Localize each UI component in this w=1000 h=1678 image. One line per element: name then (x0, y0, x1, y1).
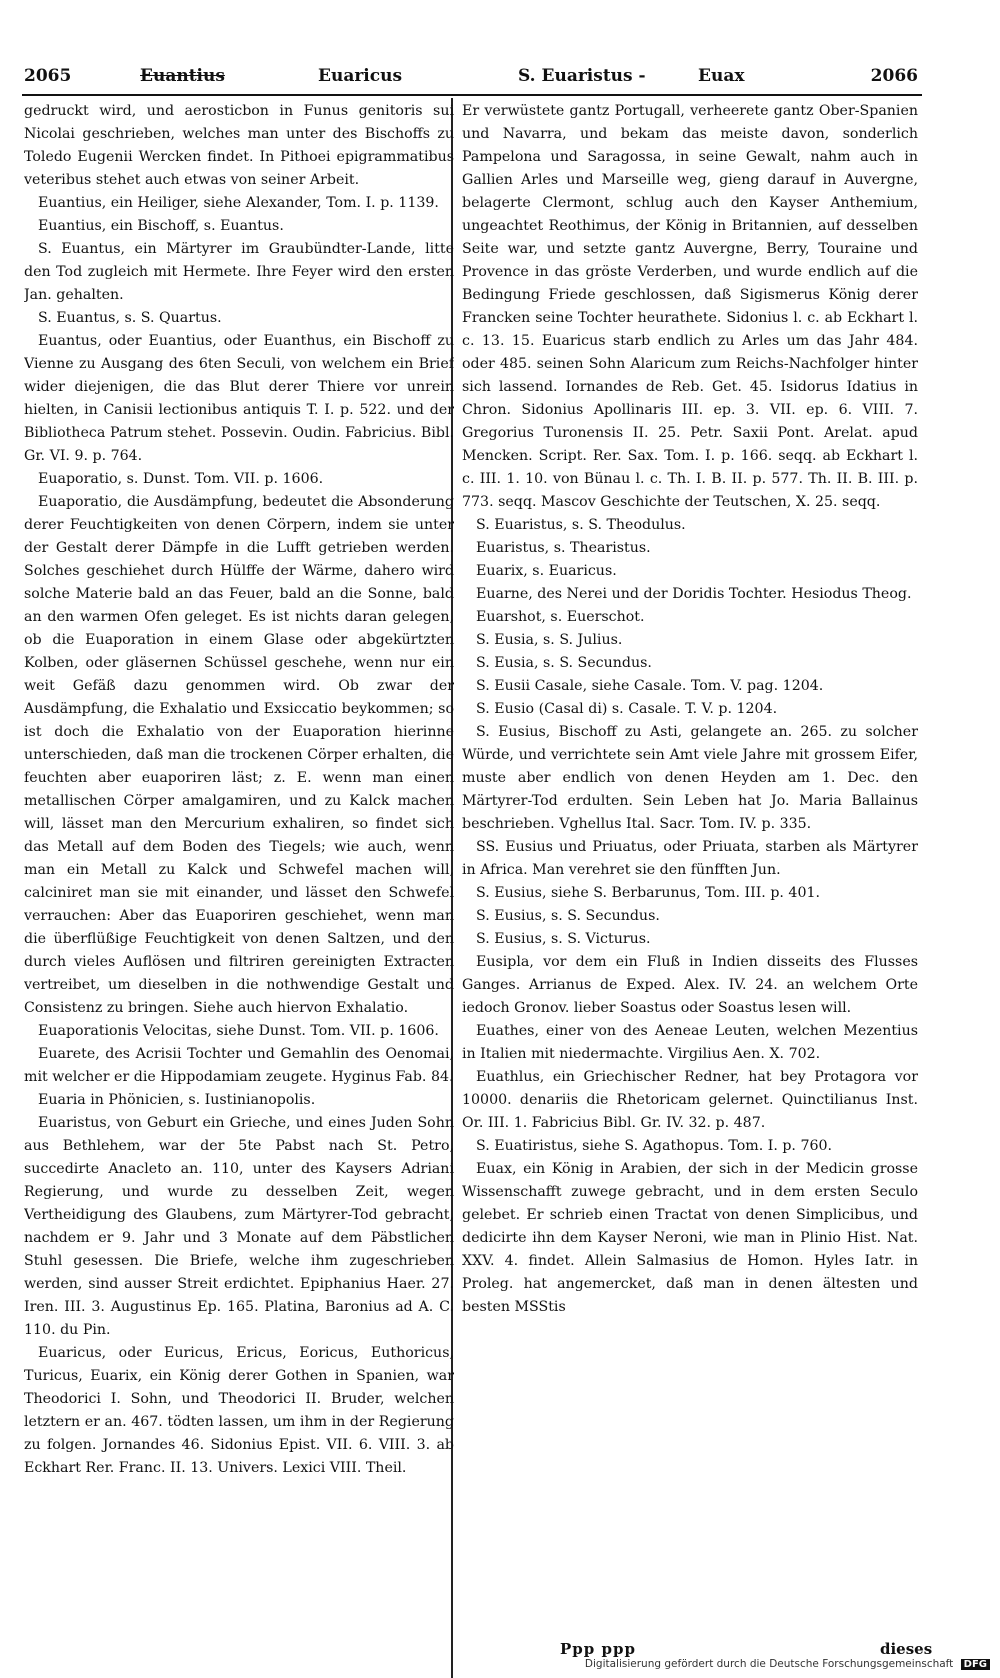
paragraph: S. Eusia, s. S. Julius. (476, 632, 623, 648)
paragraph: Euaristus, s. Thearistus. (476, 540, 651, 556)
page-number-left: 2065 (24, 66, 72, 86)
signature-mark: Ppp ppp (560, 1640, 636, 1658)
footer-text: Digitalisierung gefördert durch die Deutsche Forschungsgemeinschaft (584, 1658, 954, 1670)
paragraph: S. Eusius, Bischoff zu Asti, gelangete an. 265. zu solcher Würde, und verrichtete sein Amt viele Jahre mit grossem Eifer, muste aber endlich von denen Heyden am 1. Dec. den Märtyrer-Tod erdulten. Sein Leben hat Jo. Maria Ballainus beschrieben. Vghellus Ital. Sacr. Tom. IV. p. 335. (462, 724, 918, 832)
left-column (24, 100, 454, 1630)
paragraph: Euathes, einer von des Aeneae Leuten, welchen Mezentius in Italien mit niedermachte. Virgilius Aen. X. 702. (462, 1023, 918, 1062)
paragraph: Euathlus, ein Griechischer Redner, hat bey Protagora vor 10000. denariis die Rhetoricam gelernet. Quinctilianus Inst. Or. III. 1. Fabricius Bibl. Gr. IV. 32. p. 487. (462, 1069, 918, 1131)
header-word-3: S. Euaristus - (518, 66, 646, 86)
paragraph: Euaporatio, die Ausdämpfung, bedeutet die Absonderung derer Feuchtigkeiten von denen Cörpern, indem sie unter der Gestalt derer Dämpfe in die Lufft getrieben werden. Solches geschiehet durch Hülffe der Wärme, dahero wird solche Materie bald an das Feuer, bald an die Sonne, bald an den warmen Ofen geleget. Es ist nichts daran gelegen, ob die Euaporation in einem Glase oder abgekürtzten Kolben, oder gläsernen Schüssel geschehe, wenn nur ein weit Gefäß dazu genommen wird. Ob zwar der Ausdämpfung, die Exhalatio und Exsiccatio beykommen; so ist doch die Exhalatio von der Euaporation hierinne unterschieden, daß man die trockenen Cörper erhalten, die feuchten aber euaporiren läst; z. E. wenn man einen metallischen Cörper amalgamiren, und zu Kalck machen will, lässet man den Mercurium exhaliren, so findet sich das Metall auf dem Boden des Tiegels; wie auch, wenn man ein Metall zu Kalck und Schwefel machen will, calciniret man sie mit einander, und lässet den Schwefel verrauchen: Aber das Euaporiren geschiehet, wenn man die überflüßige Feuchtigkeit von denen Saltzen, und den durch vieles Auflösen und filtriren gereinigten Extracten vertreibet, um dieselben in die nothwendige Gestalt und Consistenz zu bringen. Siehe auch hiervon Exhalatio. (24, 494, 454, 1016)
paragraph: Euax, ein König in Arabien, der sich in der Medicin grosse Wissenschafft zuwege gebracht, und in dem ersten Seculo gelebet. Er schrieb einen Tractat von denen Simplicibus, und dedicirte ihn dem Kayser Neroni, wie man in Plinio Hist. Nat. XXV. 4. findet. Allein Salmasius de Homon. Hyles Iatr. in Proleg. hat angemercket, daß man in denen ältesten und besten MSStis (462, 1161, 918, 1315)
header-word-2: Euaricus (318, 66, 403, 86)
paragraph: Er verwüstete gantz Portugall, verheerete gantz Ober-Spanien und Navarra, und bekam das meiste davon, sonderlich Pampelona und Saragossa, in seine Gewalt, nahm auch in Gallien Arles und Marseille weg, gieng darauf in Auvergne, belagerte Clermont, schlug auch den Kayser Anthemium, ungeachtet Reothimus, der König in Britannien, auf desselben Seite war, und setzte gantz Auvergne, Berry, Touraine und Provence in das gröste Verderben, und wurde endlich auf die Bedingung Friede geschlossen, daß Sigismerus König derer Francken seine Tochter heurathete. Sidonius l. c. ab Eckhart l. c. 13. 15. Euaricus starb endlich zu Arles um das Jahr 484. oder 485. seinen Sohn Alaricum zum Reichs-Nachfolger hinter sich lassend. Iornandes de Reb. Get. 45. Isidorus Idatius in Chron. Sidonius Apollinaris III. ep. 3. VII. ep. 6. VIII. 7. Gregorius Turonensis II. 25. Petr. Saxii Pont. Arelat. apud Mencken. Script. Rer. Sax. Tom. I. p. 166. seqq. ab Eckhart l. c. III. 1. 10. von Bünau l. c. Th. I. B. II. p. 577. Th. II. B. III. p. 773. seqq. Mascov Geschichte der Teutschen, X. 25. seqq. (462, 103, 918, 510)
paragraph: SS. Eusius und Priuatus, oder Priuata, starben als Märtyrer in Africa. Man verehret sie den fünfften Jun. (462, 839, 918, 878)
running-header (18, 60, 918, 94)
paragraph: S. Eusii Casale, siehe Casale. Tom. V. pag. 1204. (476, 678, 824, 694)
paragraph: gedruckt wird, und aerosticbon in Funus genitoris sui Nicolai geschrieben, welches man unter des Bischoffs zu Toledo Eugenii Wercken findet. In Pithoei epigrammatibus veteribus stehet auch etwas von seiner Arbeit. (24, 103, 454, 188)
paragraph: S. Euantus, ein Märtyrer im Graubündter-Lande, litte den Tod zugleich mit Hermete. Ihre Feyer wird den ersten Jan. gehalten. (24, 241, 454, 303)
page-number-right: 2066 (870, 66, 918, 86)
header-rule (22, 94, 922, 96)
paragraph: Euantius, ein Bischoff, s. Euantus. (38, 218, 284, 234)
catchword: dieses (880, 1640, 933, 1658)
paragraph: S. Eusius, s. S. Secundus. (476, 908, 660, 924)
paragraph: Euarshot, s. Euerschot. (476, 609, 645, 625)
paragraph: Euarne, des Nerei und der Doridis Tochter. Hesiodus Theog. (476, 586, 912, 602)
paragraph: S. Euaristus, s. S. Theodulus. (476, 517, 686, 533)
paragraph: S. Eusius, s. S. Victurus. (476, 931, 651, 947)
paragraph: Euarete, des Acrisii Tochter und Gemahlin des Oenomai, mit welcher er die Hippodamiam zeugete. Hyginus Fab. 84. (24, 1046, 454, 1085)
paragraph: Euaristus, von Geburt ein Grieche, und eines Juden Sohn aus Bethlehem, war der 5te Pabst nach St. Petro, succedirte Anacleto an. 110, unter des Kaysers Adriani Regierung, und wurde zu desselben Zeit, wegen Vertheidigung des Glaubens, zum Märtyrer-Tod gebracht, nachdem er 9. Jahr und 3 Monate auf dem Päbstlichen Stuhl gesessen. Die Briefe, welche ihm zugeschrieben werden, sind ausser Streit erdichtet. Epiphanius Haer. 27. Iren. III. 3. Augustinus Ep. 165. Platina, Baronius ad A. C. 110. du Pin. (24, 1115, 454, 1338)
paragraph: Euaria in Phönicien, s. Iustinianopolis. (38, 1092, 316, 1108)
header-word-4: Euax (698, 66, 745, 86)
paragraph: Euarix, s. Euaricus. (476, 563, 617, 579)
paragraph: Euantus, oder Euantius, oder Euanthus, ein Bischoff zu Vienne zu Ausgang des 6ten Seculi, von welchem ein Brief wider diejenigen, die das Blut derer Thiere vor unrein hielten, in Canisii lectionibus antiquis T. I. p. 522. und der Bibliotheca Patrum stehet. Possevin. Oudin. Fabricius. Bibl. Gr. VI. 9. p. 764. (24, 333, 454, 464)
paragraph: S. Eusia, s. S. Secundus. (476, 655, 652, 671)
paragraph: Euaporationis Velocitas, siehe Dunst. Tom. VII. p. 1606. (38, 1023, 439, 1039)
right-column (462, 100, 918, 1630)
paragraph: Euaricus, oder Euricus, Ericus, Eoricus, Euthoricus, Turicus, Euarix, ein König derer Gothen in Spanien, war Theodorici I. Sohn, und Theodorici II. Bruder, welchen letztern er an. 467. tödten lassen, um ihm in der Regierung zu folgen. Jornandes 46. Sidonius Epist. VII. 6. VIII. 3. ab Eckhart Rer. Franc. II. 13. Univers. Lexici VIII. Theil. (24, 1345, 454, 1476)
dfg-logo: DFG (961, 1659, 990, 1670)
paragraph: S. Eusio (Casal di) s. Casale. T. V. p. 1204. (476, 701, 778, 717)
digitization-footer (560, 1658, 990, 1676)
paragraph: S. Eusius, siehe S. Berbarunus, Tom. III. p. 401. (476, 885, 821, 901)
paragraph: S. Euantus, s. S. Quartus. (38, 310, 222, 326)
header-word-1: Euantius (140, 66, 225, 86)
paragraph: Euaporatio, s. Dunst. Tom. VII. p. 1606. (38, 471, 324, 487)
paragraph: Eusipla, vor dem ein Fluß in Indien disseits des Flusses Ganges. Arrianus de Exped. Alex. IV. 24. an welchem Orte iedoch Gronov. lieber Soastus oder Soastus lesen will. (462, 954, 918, 1016)
paragraph: S. Euatiristus, siehe S. Agathopus. Tom. I. p. 760. (476, 1138, 833, 1154)
paragraph: Euantius, ein Heiliger, siehe Alexander, Tom. I. p. 1139. (38, 195, 439, 211)
